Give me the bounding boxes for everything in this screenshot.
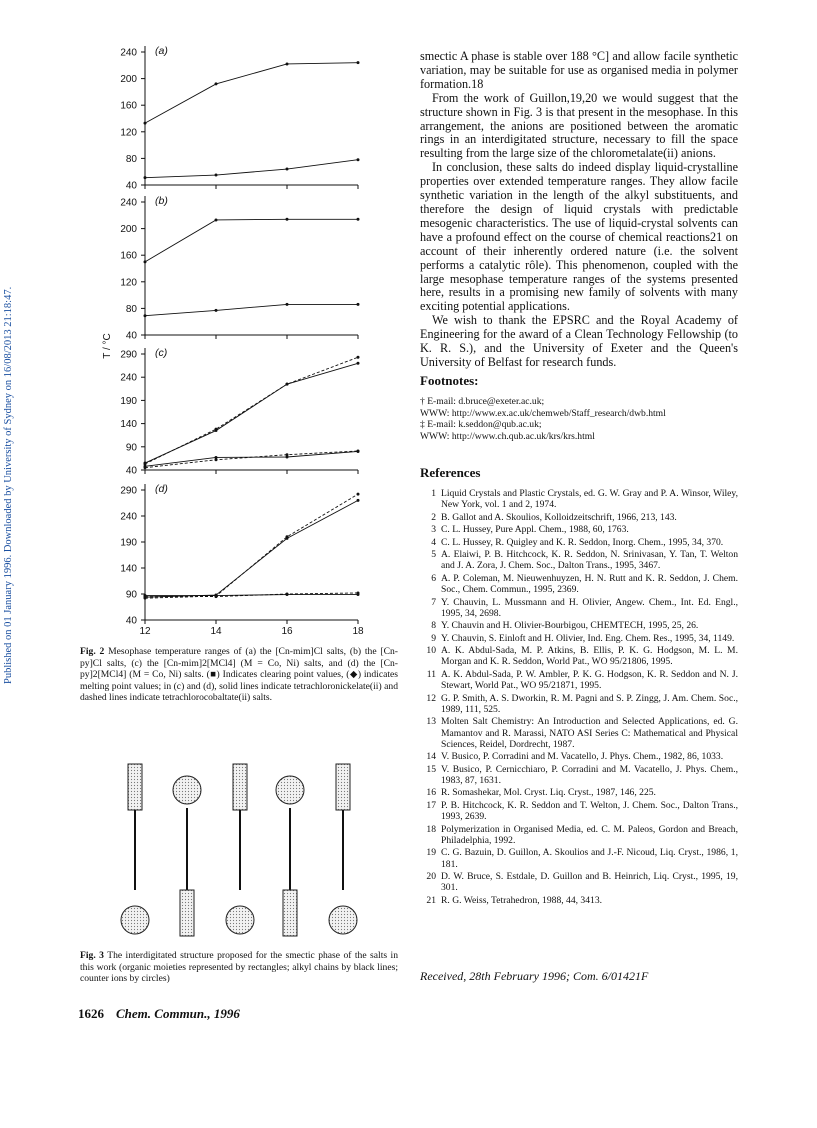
data-point bbox=[357, 449, 360, 452]
series-line bbox=[145, 357, 358, 464]
data-point bbox=[357, 493, 360, 496]
body-paragraph: From the work of Guillon,19,20 we would suggest that the structure shown in Fig. 3 is that present in the mesophase. In this arrangement, the anions are positioned between the aromatic rings in an interdigitated structure, necessary to fill the space resulting from the large size of the chlorometalate(ii) anions. bbox=[420, 90, 738, 161]
reference-number: 16 bbox=[426, 787, 436, 799]
data-point bbox=[144, 260, 147, 263]
data-point bbox=[286, 593, 289, 596]
reference-item bbox=[420, 512, 738, 523]
data-point bbox=[215, 458, 218, 461]
chart-panel-4 bbox=[120, 483, 364, 640]
y-tick-label: 140 bbox=[120, 563, 137, 575]
data-point bbox=[286, 218, 289, 221]
panel-label: (d) bbox=[155, 483, 168, 495]
fig2-caption-label: Fig. 2 bbox=[80, 646, 105, 657]
data-point bbox=[144, 595, 147, 598]
download-watermark: Published on 01 January 1996. Downloaded by University of Sydney on 16/08/2013 21:18:47. bbox=[3, 286, 14, 684]
reference-item bbox=[420, 764, 738, 786]
body-paragraph: In conclusion, these salts do indeed display liquid-crystalline properties over extended temperature ranges. They allow facile synthetic variation in the length of the alkyl substituents, and therefore the design of liquid crystals with predictable mesogenic characteristics. The use of liquid-crystal solvents can have a profound effect on the course of chemical reactions21 on account of their inherently ordered nature (i.e. the solvent performs a catalytic rôle). This phenomenon, coupled with the large mesophase temperature ranges of the systems presented here, results in a promising new family of solvents with many exciting potential applications. bbox=[420, 160, 738, 314]
reference-text: Y. Chauvin and H. Olivier-Bourbigou, CHEMTECH, 1995, 25, 26. bbox=[441, 620, 699, 632]
x-tick-label: 16 bbox=[281, 626, 293, 637]
y-tick-label: 240 bbox=[120, 511, 137, 523]
fig3-structure-diagram bbox=[100, 760, 370, 945]
series-line bbox=[145, 451, 358, 468]
reference-number: 17 bbox=[426, 799, 436, 811]
reference-text: Y. Chauvin, L. Mussmann and H. Olivier, Angew. Chem., Int. Ed. Engl., 1995, 34, 2698. bbox=[441, 596, 738, 619]
bottom-molecule-1 bbox=[180, 808, 194, 936]
y-tick-label: 40 bbox=[125, 330, 137, 342]
data-point bbox=[286, 62, 289, 65]
data-point bbox=[286, 453, 289, 456]
reference-text: C. L. Hussey, R. Quigley and K. R. Seddon, Inorg. Chem., 1995, 34, 370. bbox=[441, 536, 724, 548]
data-point bbox=[357, 158, 360, 161]
data-point bbox=[144, 176, 147, 179]
counter-ion-circle bbox=[276, 776, 304, 804]
reference-number: 6 bbox=[431, 572, 436, 584]
y-axis-label: T / °C bbox=[102, 333, 113, 359]
reference-item bbox=[420, 895, 738, 906]
counter-ion-circle bbox=[226, 906, 254, 934]
fig2-charts bbox=[90, 40, 380, 640]
x-tick-label: 18 bbox=[352, 626, 364, 637]
counter-ion-circle bbox=[173, 776, 201, 804]
data-point bbox=[286, 535, 289, 538]
panel-label: (a) bbox=[155, 45, 168, 57]
data-point bbox=[215, 218, 218, 221]
data-point bbox=[357, 356, 360, 359]
y-tick-label: 140 bbox=[120, 419, 137, 431]
reference-text: R. G. Weiss, Tetrahedron, 1988, 44, 3413. bbox=[441, 894, 603, 906]
references-section bbox=[420, 466, 738, 907]
panel-label: (c) bbox=[155, 347, 168, 359]
data-point bbox=[357, 362, 360, 365]
reference-item bbox=[420, 524, 738, 535]
data-point bbox=[144, 466, 147, 469]
chart-panel-3 bbox=[120, 347, 359, 477]
data-point bbox=[215, 309, 218, 312]
fig2-caption bbox=[80, 646, 398, 704]
data-point bbox=[357, 303, 360, 306]
reference-item bbox=[420, 537, 738, 548]
top-molecule-2 bbox=[233, 764, 247, 890]
y-tick-label: 80 bbox=[125, 303, 137, 315]
y-tick-label: 90 bbox=[125, 589, 137, 601]
y-tick-label: 290 bbox=[120, 349, 137, 361]
reference-item bbox=[420, 800, 738, 822]
y-tick-label: 40 bbox=[125, 615, 137, 627]
x-tick-label: 14 bbox=[210, 626, 222, 637]
reference-number: 5 bbox=[431, 549, 436, 561]
reference-number: 18 bbox=[426, 823, 436, 835]
counter-ion-circle bbox=[121, 906, 149, 934]
fig2-caption-text: Mesophase temperature ranges of (a) the [Cn-mim]Cl salts, (b) the [Cn-py]Cl salts, (c) the [Cn-mim]2[MCl4] (M = Co, Ni) salts, and (d) the [Cn-py]2[MCl4] (M = Co, Ni) salts. (■) Indicates clearing point values, (◆) indicates melting point values; in (c) and (d), solid lines indicate tetrachloronickelate(ii) and dashed lines indicate tetrachlorocobaltate(ii) salts. bbox=[80, 646, 398, 704]
reference-text: Polymerization in Organised Media, ed. C. M. Paleos, Gordon and Breach, Philadelphia, 1992. bbox=[441, 823, 738, 846]
series-line bbox=[145, 160, 358, 178]
reference-number: 7 bbox=[431, 596, 436, 608]
y-tick-label: 120 bbox=[120, 277, 137, 289]
y-tick-label: 160 bbox=[120, 250, 137, 262]
reference-number: 12 bbox=[426, 692, 436, 704]
reference-number: 8 bbox=[431, 620, 436, 632]
reference-item bbox=[420, 620, 738, 631]
reference-number: 20 bbox=[426, 871, 436, 883]
reference-text: D. W. Bruce, S. Estdale, D. Guillon and B. Heinrich, Liq. Cryst., 1995, 19, 301. bbox=[441, 871, 738, 894]
y-tick-label: 200 bbox=[120, 224, 137, 236]
footnotes-section bbox=[420, 374, 738, 442]
data-point bbox=[286, 168, 289, 171]
reference-text: A. P. Coleman, M. Nieuwenhuyzen, H. N. Rutt and K. R. Seddon, J. Chem. Soc., Chem. Commun., 1995, 2369. bbox=[441, 572, 738, 596]
data-point bbox=[357, 591, 360, 594]
reference-text: B. Gallot and A. Skoulios, Kolloidzeitschrift, 1966, 213, 143. bbox=[441, 511, 677, 523]
reference-item bbox=[420, 751, 738, 762]
data-point bbox=[215, 82, 218, 85]
y-tick-label: 90 bbox=[125, 442, 137, 454]
footnotes-heading: Footnotes: bbox=[420, 373, 479, 388]
reference-number: 21 bbox=[426, 894, 436, 906]
footnote-line: WWW: http://www.ex.ac.uk/chemweb/Staff_research/dwb.html bbox=[420, 407, 666, 419]
reference-number: 14 bbox=[426, 751, 436, 763]
reference-item bbox=[420, 597, 738, 619]
data-point bbox=[215, 595, 218, 598]
bottom-molecule-2 bbox=[283, 808, 297, 936]
y-tick-label: 240 bbox=[120, 372, 137, 384]
top-molecule-1 bbox=[128, 764, 142, 890]
data-point bbox=[215, 428, 218, 431]
y-tick-label: 40 bbox=[125, 180, 137, 192]
reference-number: 4 bbox=[431, 536, 436, 548]
data-point bbox=[144, 122, 147, 125]
reference-number: 10 bbox=[426, 645, 436, 657]
reference-text: G. P. Smith, A. S. Dworkin, R. M. Pagni and S. P. Zingg, J. Am. Chem. Soc., 1989, 111, 525. bbox=[441, 692, 738, 715]
reference-text: A. Elaiwi, P. B. Hitchcock, K. R. Seddon, N. Srinivasan, Y. Tan, T. Welton and J. A. Zora, J. Chem. Soc., Dalton Trans., 1995, 3467. bbox=[441, 549, 738, 572]
fig3-caption-label: Fig. 3 bbox=[80, 950, 104, 961]
series-line bbox=[145, 219, 358, 262]
data-point bbox=[357, 499, 360, 502]
series-line bbox=[145, 63, 358, 124]
y-tick-label: 290 bbox=[120, 485, 137, 497]
y-tick-label: 120 bbox=[120, 127, 137, 139]
y-tick-label: 190 bbox=[120, 537, 137, 549]
body-paragraph: We wish to thank the EPSRC and the Royal Academy of Engineering for the award of a Clean Technology Fellowship (to K. R. S.), and the University of Exeter and the Queen's University of Belfast for research funds. bbox=[420, 313, 738, 369]
reference-text: P. B. Hitchcock, K. R. Seddon and T. Welton, J. Chem. Soc., Dalton Trans., 1993, 2639. bbox=[441, 799, 738, 823]
x-axis-label bbox=[208, 639, 295, 640]
reference-text: Molten Salt Chemistry: An Introduction and Selected Applications, ed. G. Mamantov and R. Marassi, NATO ASI Series C: Mathematical and Physical Sciences, Reidel, Dordrecht, 1987. bbox=[441, 716, 738, 750]
series-line bbox=[145, 304, 358, 315]
series-line bbox=[145, 494, 358, 598]
reference-text: C. G. Bazuin, D. Guillon, A. Skoulios and J.-F. Nicoud, Liq. Cryst., 1986, 1, 181. bbox=[441, 847, 738, 870]
fig3-caption-text: The interdigitated structure proposed for the smectic phase of the salts in this work (organic moieties represented by rectangles; alkyl chains by black lines; counter ions by circles) bbox=[80, 950, 398, 985]
reference-item bbox=[420, 549, 738, 571]
data-point bbox=[286, 383, 289, 386]
fig3-caption bbox=[80, 950, 398, 985]
y-tick-label: 160 bbox=[120, 100, 137, 112]
reference-text: Liquid Crystals and Plastic Crystals, ed. G. W. Gray and P. A. Winsor, Wiley, New York, vol. 1 and 2, 1974. bbox=[441, 487, 738, 511]
body-paragraph: smectic A phase is stable over 188 °C] and allow facile synthetic variation, may be suitable for use as organised media in polymer formation.18 bbox=[420, 49, 738, 91]
reference-item bbox=[420, 488, 738, 510]
reference-number: 19 bbox=[426, 847, 436, 859]
reference-text: V. Busico, P. Corradini and M. Vacatello, J. Phys. Chem., 1982, 86, 1033. bbox=[441, 751, 724, 763]
series-line bbox=[145, 500, 358, 597]
reference-text: Y. Chauvin, S. Einloft and H. Olivier, Ind. Eng. Chem. Res., 1995, 34, 1149. bbox=[441, 632, 735, 644]
reference-number: 15 bbox=[426, 763, 436, 775]
reference-item bbox=[420, 824, 738, 846]
body-text bbox=[420, 50, 738, 370]
y-tick-label: 200 bbox=[120, 74, 137, 86]
y-tick-label: 40 bbox=[125, 465, 137, 477]
chart-panel-1 bbox=[120, 45, 359, 192]
footnote-line: † E-mail: d.bruce@exeter.ac.uk; bbox=[420, 395, 545, 407]
reference-item bbox=[420, 693, 738, 715]
references-heading: References bbox=[420, 465, 481, 480]
panel-label: (b) bbox=[155, 195, 168, 207]
data-point bbox=[215, 174, 218, 177]
page-footer bbox=[78, 1006, 240, 1022]
reference-number: 13 bbox=[426, 716, 436, 728]
reference-item bbox=[420, 669, 738, 691]
reference-text: A. K. Abdul-Sada, P. W. Ambler, P. K. G. Hodgson, K. R. Seddon and N. J. Stewart, World Pat., WO 95/21871, 1995. bbox=[441, 668, 738, 692]
reference-item bbox=[420, 871, 738, 893]
journal-name: Chem. Commun., 1996 bbox=[116, 1006, 240, 1021]
reference-item bbox=[420, 716, 738, 750]
reference-number: 11 bbox=[426, 668, 436, 680]
y-tick-label: 190 bbox=[120, 395, 137, 407]
y-tick-label: 240 bbox=[120, 47, 137, 59]
data-point bbox=[144, 314, 147, 317]
footnote-line: WWW: http://www.ch.qub.ac.uk/krs/krs.html bbox=[420, 430, 595, 442]
data-point bbox=[357, 218, 360, 221]
page-number: 1626 bbox=[78, 1006, 104, 1021]
reference-number: 2 bbox=[431, 511, 436, 523]
y-tick-label: 80 bbox=[125, 153, 137, 165]
reference-item bbox=[420, 573, 738, 595]
reference-text: C. L. Hussey, Pure Appl. Chem., 1988, 60, 1763. bbox=[441, 524, 629, 536]
reference-item bbox=[420, 645, 738, 667]
reference-number: 1 bbox=[431, 487, 436, 499]
reference-number: 3 bbox=[431, 524, 436, 536]
x-tick-label: 12 bbox=[139, 626, 151, 637]
chart-panel-2 bbox=[120, 195, 359, 342]
reference-item bbox=[420, 787, 738, 798]
data-point bbox=[286, 303, 289, 306]
received-date: Received, 28th February 1996; Com. 6/01421F bbox=[420, 969, 649, 983]
reference-item bbox=[420, 633, 738, 644]
reference-number: 9 bbox=[431, 632, 436, 644]
reference-item bbox=[420, 847, 738, 869]
top-molecule-3 bbox=[336, 764, 350, 890]
footnote-line: ‡ E-mail: k.seddon@qub.ac.uk; bbox=[420, 419, 542, 431]
reference-text: A. K. Abdul-Sada, M. P. Atkins, B. Ellis, P. K. G. Hodgson, M. L. M. Morgan and K. R. Seddon, World Pat., WO 95/21806, 1995. bbox=[441, 645, 738, 668]
counter-ion-circle bbox=[329, 906, 357, 934]
data-point bbox=[357, 61, 360, 64]
y-tick-label: 240 bbox=[120, 197, 137, 209]
reference-text: R. Somashekar, Mol. Cryst. Liq. Cryst., 1987, 146, 225. bbox=[441, 787, 656, 799]
reference-text: V. Busico, P. Cernicchiaro, P. Corradini and M. Vacatello, J. Phys. Chem., 1983, 87, 1631. bbox=[441, 763, 738, 786]
